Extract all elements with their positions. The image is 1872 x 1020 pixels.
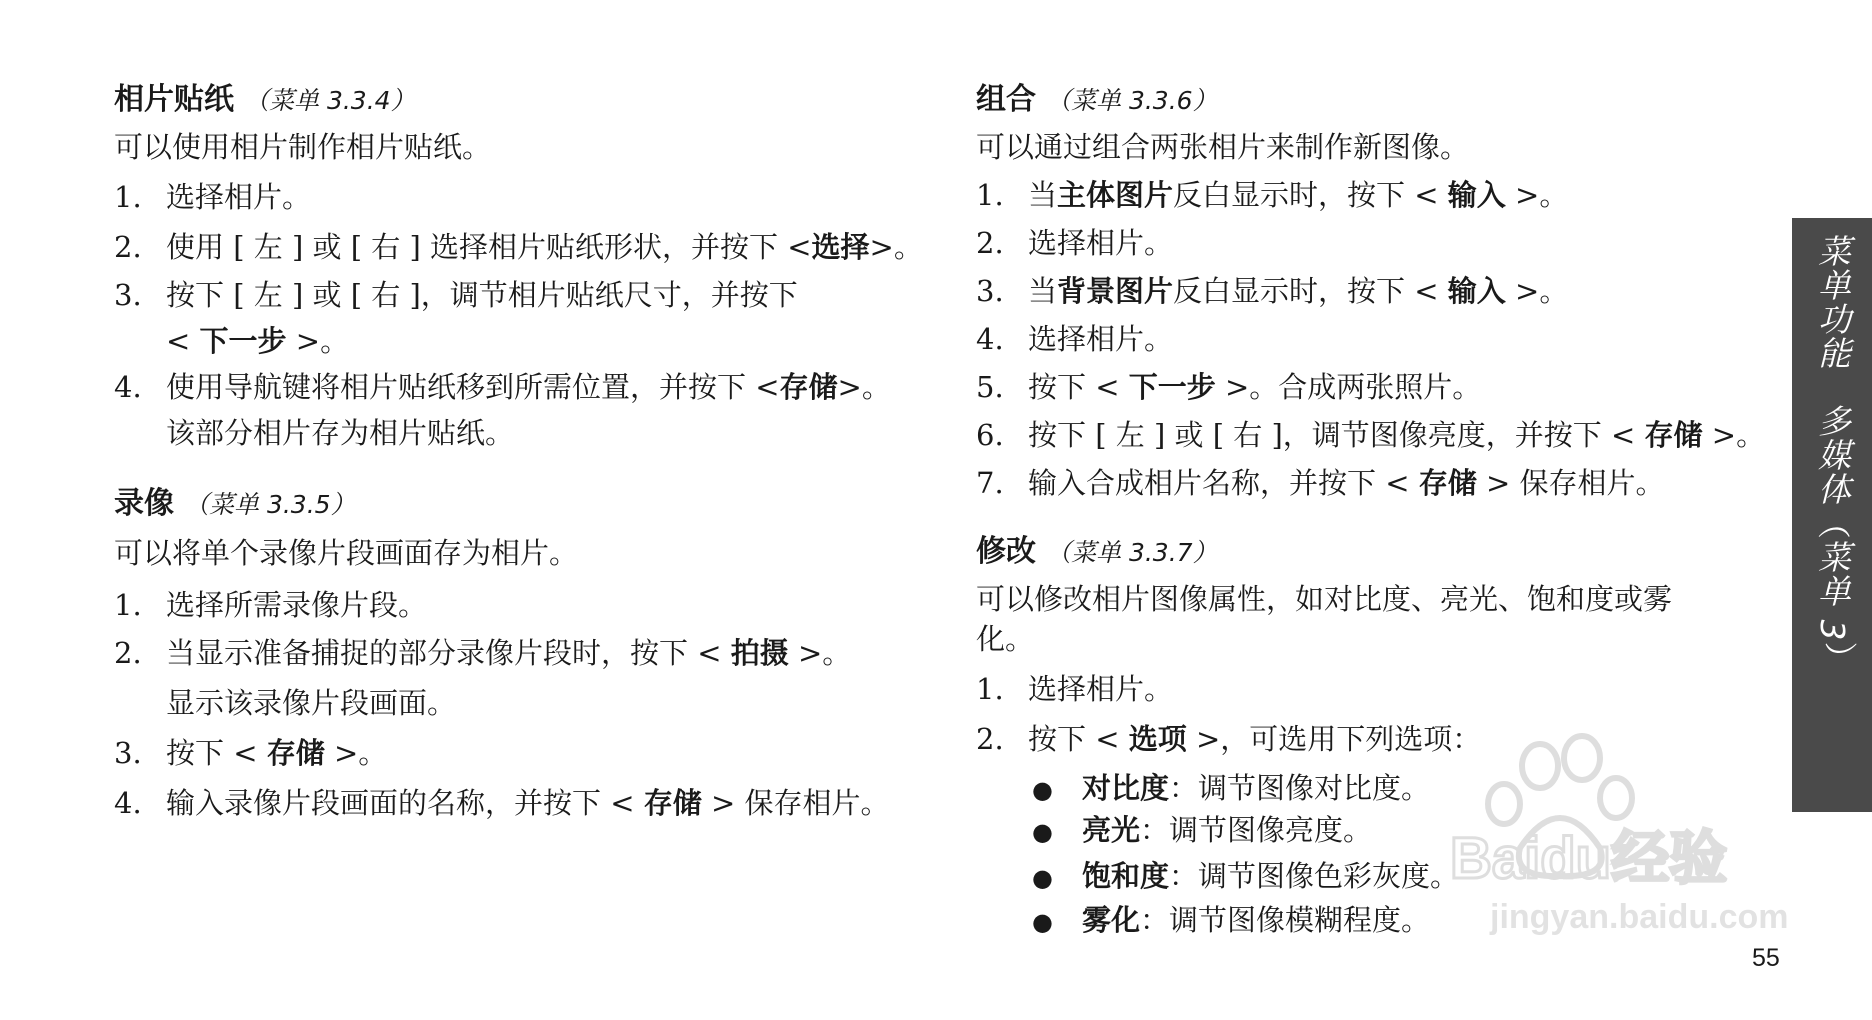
intro-text: 可以通过组合两张相片来制作新图像。 bbox=[976, 130, 1470, 164]
key-label: 主体图片 bbox=[1057, 178, 1174, 212]
key-label: 背景图片 bbox=[1057, 274, 1174, 308]
step-2: 2. 按下 < 选项 >，可选用下列选项： bbox=[976, 722, 1482, 756]
section-heading-modify bbox=[976, 526, 1218, 570]
option-blur: ● 雾化：调节图像模糊程度。 bbox=[1032, 900, 1430, 942]
key-label: 存储 bbox=[643, 786, 702, 820]
step-6: 6. 按下 [ 左 ] 或 [ 右 ]，调节图像亮度，并按下 < 存储 >。 bbox=[976, 418, 1766, 452]
key-label: 下一步 bbox=[199, 324, 287, 358]
chapter-side-tab bbox=[1792, 218, 1872, 812]
intro-text: 可以将单个录像片段画面存为相片。 bbox=[114, 536, 579, 570]
key-label: 选择 bbox=[811, 230, 870, 264]
key-label: 输入 bbox=[1447, 274, 1506, 308]
intro-text-continued: 化。 bbox=[976, 622, 1035, 656]
option-brightness: ● 亮光：调节图像亮度。 bbox=[1032, 810, 1372, 852]
key-label: 拍摄 bbox=[730, 636, 789, 670]
step-1: 1. 选择相片。 bbox=[114, 180, 312, 214]
step-1: 1. 当主体图片反白显示时，按下 < 输入 >。 bbox=[976, 178, 1569, 212]
step-4: 4. 选择相片。 bbox=[976, 322, 1174, 356]
bullet-icon: ● bbox=[1032, 864, 1053, 892]
section-title: 组合 bbox=[976, 82, 1036, 117]
section-heading-video bbox=[114, 478, 356, 522]
step-3: 3. 按下 [ 左 ] 或 [ 右 ]，调节相片贴纸尺寸，并按下 < 下一步 >。 bbox=[114, 278, 798, 358]
key-label: 存储 bbox=[266, 736, 325, 770]
menu-ref: （菜单 3.3.4） bbox=[244, 86, 416, 115]
bullet-icon: ● bbox=[1032, 776, 1053, 804]
watermark-logo-text: Baidu经验 bbox=[1450, 826, 1728, 891]
watermark-url: jingyan.baidu.com bbox=[1490, 898, 1789, 936]
step-2: 2. 选择相片。 bbox=[976, 226, 1174, 260]
step-3: 3. 按下 < 存储 >。 bbox=[114, 736, 388, 770]
chapter-title: 菜单功能 多媒体（菜单 3） bbox=[1813, 234, 1852, 676]
baidu-watermark bbox=[1420, 728, 1789, 948]
bullet-icon: ● bbox=[1032, 818, 1053, 846]
step-5: 5. 按下 < 下一步 >。合成两张照片。 bbox=[976, 370, 1482, 404]
menu-ref: （菜单 3.3.6） bbox=[1046, 86, 1218, 115]
section-title: 修改 bbox=[976, 534, 1036, 569]
step-3: 3. 当背景图片反白显示时，按下 < 输入 >。 bbox=[976, 274, 1569, 308]
option-contrast: ● 对比度：调节图像对比度。 bbox=[1032, 768, 1430, 810]
step-2: 2. 使用 [ 左 ] 或 [ 右 ] 选择相片贴纸形状，并按下 <选择>。 bbox=[114, 230, 923, 264]
step-4: 4. 使用导航键将相片贴纸移到所需位置，并按下 <存储>。 该部分相片存为相片贴纸。 bbox=[114, 370, 891, 450]
key-label: 下一步 bbox=[1128, 370, 1216, 404]
intro-text: 可以修改相片图像属性，如对比度、亮光、饱和度或雾 bbox=[976, 582, 1673, 616]
bullet-icon: ● bbox=[1032, 908, 1053, 936]
section-title: 录像 bbox=[114, 486, 174, 521]
key-label: 存储 bbox=[779, 370, 838, 404]
step-2: 2. 当显示准备捕捉的部分录像片段时，按下 < 拍摄 >。 显示该录像片段画面。 bbox=[114, 636, 852, 720]
section-title: 相片贴纸 bbox=[114, 82, 234, 117]
key-label: 输入 bbox=[1447, 178, 1506, 212]
paw-logo-icon bbox=[1420, 728, 1760, 898]
key-label: 选项 bbox=[1128, 722, 1187, 756]
option-saturation: ● 饱和度：调节图像色彩灰度。 bbox=[1032, 856, 1459, 898]
section-heading-photo-sticker bbox=[114, 74, 416, 118]
step-1: 1. 选择相片。 bbox=[976, 672, 1174, 706]
page-number: 55 bbox=[1752, 944, 1780, 972]
menu-ref: （菜单 3.3.5） bbox=[184, 490, 356, 519]
section-heading-combine bbox=[976, 74, 1218, 118]
key-label: 存储 bbox=[1418, 466, 1477, 500]
key-label: 存储 bbox=[1644, 418, 1703, 452]
step-4: 4. 输入录像片段画面的名称，并按下 < 存储 > 保存相片。 bbox=[114, 786, 890, 820]
step-1: 1. 选择所需录像片段。 bbox=[114, 588, 428, 622]
step-7: 7. 输入合成相片名称，并按下 < 存储 > 保存相片。 bbox=[976, 466, 1665, 500]
menu-ref: （菜单 3.3.7） bbox=[1046, 538, 1218, 567]
intro-text: 可以使用相片制作相片贴纸。 bbox=[114, 130, 492, 164]
